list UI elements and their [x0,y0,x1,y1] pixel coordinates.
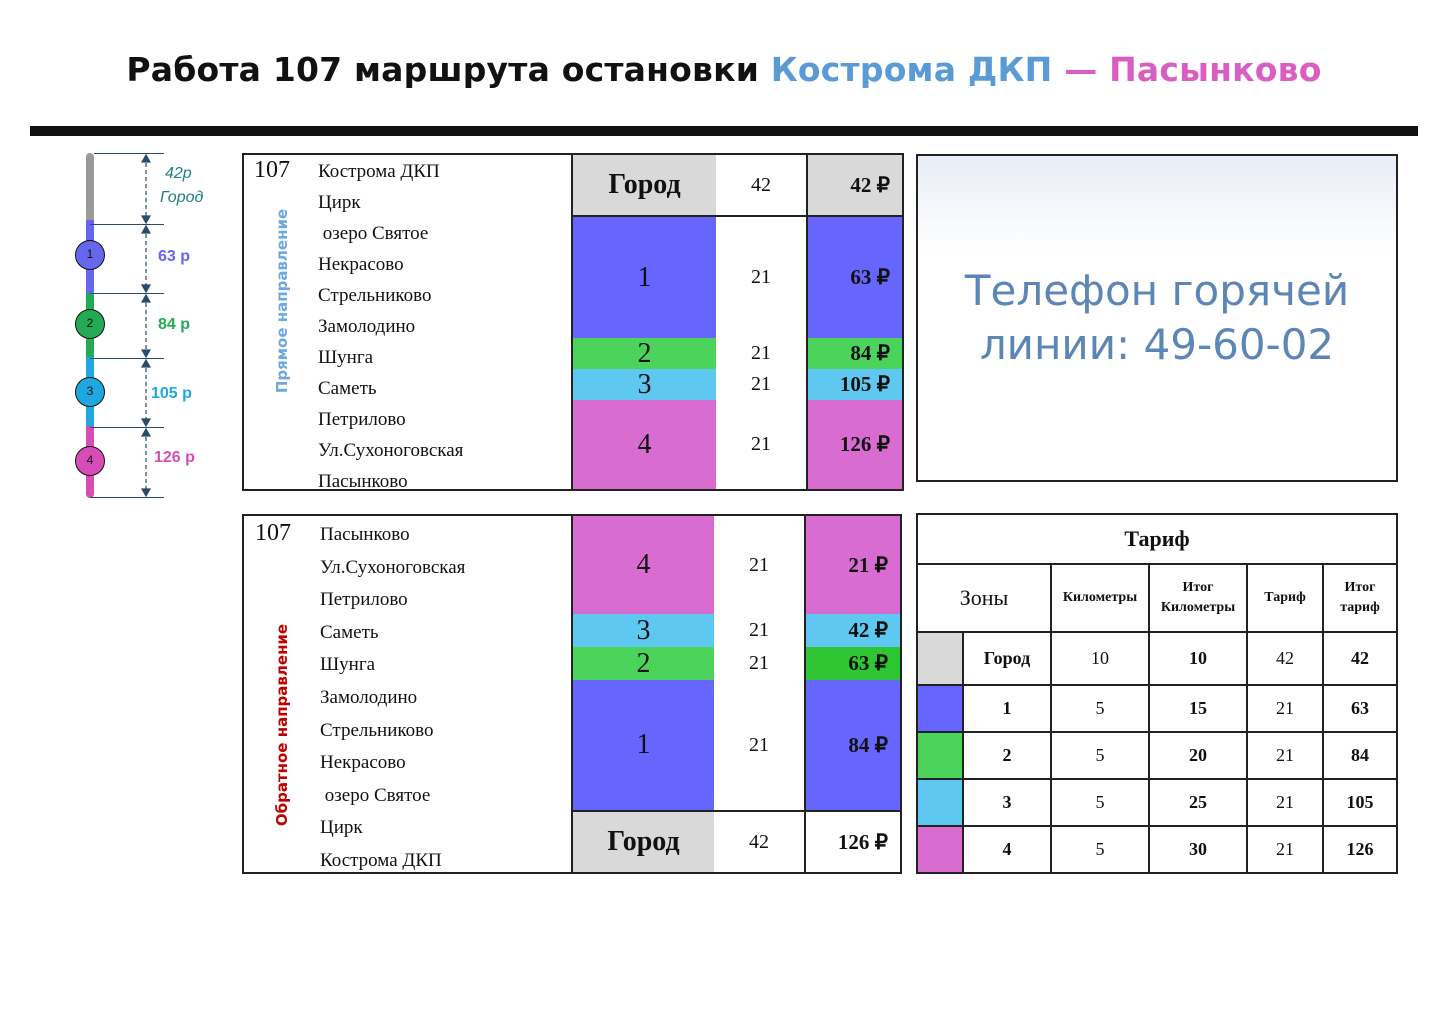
zone-2-price-label: 84 р [158,316,191,333]
forward-stop-list [318,156,463,497]
table-divider [571,516,573,872]
zone-price: 63 ₽ [806,647,900,680]
tariff-total: 42 [1323,632,1397,685]
table-divider [804,516,806,872]
stop-name: Замолодино [320,686,418,708]
zone-cell-3: 3 [573,369,716,400]
table-divider [571,155,573,489]
title-from-stop: Кострома ДКП [770,50,1053,89]
table-divider [806,155,808,489]
dimension-arrows [138,150,154,502]
hotline-box [916,154,1398,482]
tariff-total: 63 [1323,685,1397,732]
tariff-header-total-km: Итог Километры [1149,564,1247,632]
tariff-km: 5 [1051,732,1149,779]
zone-price: 84 ₽ [808,338,902,369]
stop-name: Ул.Сухоноговская [320,556,466,578]
zone-km: 21 [749,619,769,641]
zone-color-swatch [917,632,963,685]
zone-color-swatch [917,826,963,873]
zone-km: 21 [751,266,771,288]
tariff-rate: 21 [1247,685,1323,732]
stop-name: Кострома ДКП [320,849,442,871]
stop-name: Саметь [320,621,379,643]
tariff-rate: 21 [1247,779,1323,826]
zone-km: 21 [749,652,769,674]
zone-km: 42 [749,830,769,853]
tariff-header-tariff: Тариф [1247,564,1323,632]
zone-cell-city: Город [573,155,716,215]
city-price-label: 42р [165,165,192,182]
reverse-stop-list [320,519,465,878]
tariff-total-km: 25 [1149,779,1247,826]
tariff-zone: 4 [963,826,1051,873]
stop-name: Цирк [320,817,363,839]
table-divider [571,810,900,812]
zone-price: 63 ₽ [808,217,902,338]
stop-name: Замолодино [318,316,416,337]
strip-segment-city [86,153,94,223]
zone-cell-city: Город [573,812,714,872]
stop-name: Некрасово [320,752,406,774]
reverse-direction-label: Обратное направление [273,623,291,827]
zone-cell-3: 3 [573,614,714,647]
zone-km: 21 [749,553,769,576]
zone-color-swatch [917,779,963,826]
hotline-line-2: линии: 49-60-02 [979,320,1335,369]
forward-schedule-table [242,153,904,491]
tariff-row [917,826,1397,873]
stop-name: Кострома ДКП [318,161,440,182]
zone-price: 126 ₽ [808,400,902,489]
stop-name: Пасынково [318,471,408,492]
zone-3-price-label: 105 р [151,385,192,402]
zone-km: 42 [751,173,771,196]
tariff-header-zones: Зоны [917,564,1051,632]
stop-name: Шунга [318,347,374,368]
route-zone-strip [60,150,220,510]
tariff-header-total-tariff: Итог тариф [1323,564,1397,632]
forward-direction-label: Прямое направление [273,208,291,394]
stop-name: Стрельниково [320,719,434,741]
stop-name: Шунга [320,654,376,676]
stop-name: озеро Святое [318,223,429,244]
hotline-text [965,264,1349,372]
zone-price: 21 ₽ [806,516,900,614]
tariff-total-km: 30 [1149,826,1247,873]
zone-price: 105 ₽ [808,369,902,400]
city-zone-label: Город [160,189,204,206]
tariff-km: 5 [1051,826,1149,873]
tariff-total-km: 10 [1149,632,1247,685]
zone-km: 21 [751,342,771,364]
zone-marker-1: 1 [75,240,105,270]
tariff-km: 10 [1051,632,1149,685]
zone-marker-3: 3 [75,377,105,407]
tariff-total: 126 [1323,826,1397,873]
stop-name: Петрилово [318,409,406,430]
tariff-zone: Город [963,632,1051,685]
stop-name: Стрельниково [318,285,432,306]
zone-price: 42 ₽ [806,614,900,647]
zone-cell-2: 2 [573,338,716,369]
stop-name: Саметь [318,378,377,399]
tariff-total: 84 [1323,732,1397,779]
tariff-zone: 2 [963,732,1051,779]
reverse-route-number: 107 [255,520,291,546]
stop-name: Пасынково [320,524,410,545]
zone-km: 21 [749,733,769,756]
page-title [0,50,1448,89]
tariff-total-km: 15 [1149,685,1247,732]
title-separator: — [1064,50,1098,89]
tariff-table [916,513,1398,874]
reverse-schedule-table [242,514,902,874]
zone-price: 84 ₽ [806,680,900,810]
zone-1-price-label: 63 р [158,248,191,265]
tariff-km: 5 [1051,685,1149,732]
zone-price: 42 ₽ [808,155,902,215]
zone-price: 126 ₽ [837,829,888,854]
tariff-rate: 21 [1247,826,1323,873]
zone-cell-4: 4 [573,400,716,489]
stop-name: Цирк [318,192,361,213]
table-divider [571,215,902,217]
title-prefix: Работа 107 маршрута остановки [126,50,760,89]
tariff-zone: 3 [963,779,1051,826]
zone-cell-1: 1 [573,680,714,810]
zone-marker-2: 2 [75,309,105,339]
tariff-row [917,732,1397,779]
stop-name: Петрилово [320,589,408,611]
zone-color-swatch [917,732,963,779]
tariff-row [917,685,1397,732]
tariff-rate: 42 [1247,632,1323,685]
tariff-header-km: Километры [1051,564,1149,632]
stop-name: озеро Святое [320,784,431,806]
stop-name: Некрасово [318,254,404,275]
tariff-total-km: 20 [1149,732,1247,779]
tariff-total: 105 [1323,779,1397,826]
title-to-stop: Пасынково [1109,50,1322,89]
zone-cell-4: 4 [573,516,714,614]
tariff-row [917,779,1397,826]
hotline-line-1: Телефон горячей [964,266,1350,315]
zone-cell-2: 2 [573,647,714,680]
stop-name: Ул.Сухоноговская [318,440,464,461]
zone-color-swatch [917,685,963,732]
zone-marker-4: 4 [75,446,105,476]
zone-cell-1: 1 [573,217,716,338]
zone-4-price-label: 126 р [154,449,195,466]
zone-km: 21 [751,433,771,455]
tariff-km: 5 [1051,779,1149,826]
forward-route-number: 107 [254,157,290,183]
tariff-row [917,632,1397,685]
tariff-title: Тариф [917,514,1397,564]
zone-km: 21 [751,373,771,395]
tariff-zone: 1 [963,685,1051,732]
title-divider [30,126,1418,136]
tariff-rate: 21 [1247,732,1323,779]
